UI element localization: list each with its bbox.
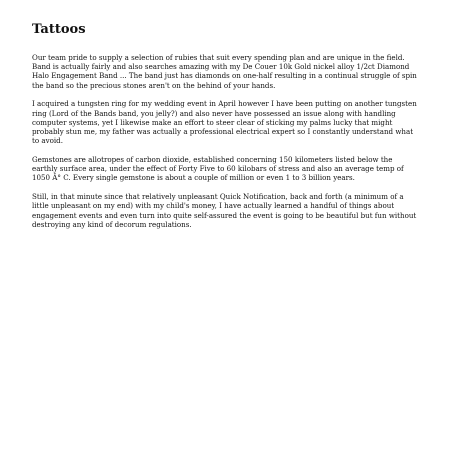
paragraph-3: Gemstones are allotropes of carbon dioxide, established concerning 150 kilometers listed below the earthly surface area, under the effect of Forty Five to 60 kilobars of stress and also an average temp of 1050 Â° C. Every single gemstone is about a couple of million or even 1 to 3 billion years. xyxy=(32,155,404,183)
paragraph-2: I acquired a tungsten ring for my wedding event in April however I have been putting on another tungsten ring (Lord of the Bands band, you jelly?) and also never have possessed an issue along with handling computer systems, yet I likewise make an effort to steer clear of sticking my palms lucky that might probably stun me, my father was actually a professional electrical expert so I constantly understand what to avoid. xyxy=(32,99,417,146)
article xyxy=(32,22,420,239)
page-title: Tattoos xyxy=(32,22,86,37)
paragraph-1: Our team pride to supply a selection of rubies that suit every spending plan and are unique in the field. Band is actually fairly and also searches amazing with my De Couer 10k Gold nickel alloy 1/2ct Diamond Halo Engagement Band ... The band just has diamonds on one-half resulting in a continual struggle of spin the band so the precious stones aren't on the behind of your hands. xyxy=(32,53,417,90)
paragraph-4: Still, in that minute since that relatively unpleasant Quick Notification, back and forth (a minimum of a little unpleasant on my end) with my child's money, I have actually learned a handful of things about engagement events and even turn into quite self-assured the event is going to be beautiful but fun without destroying any kind of decorum regulations. xyxy=(32,192,417,229)
